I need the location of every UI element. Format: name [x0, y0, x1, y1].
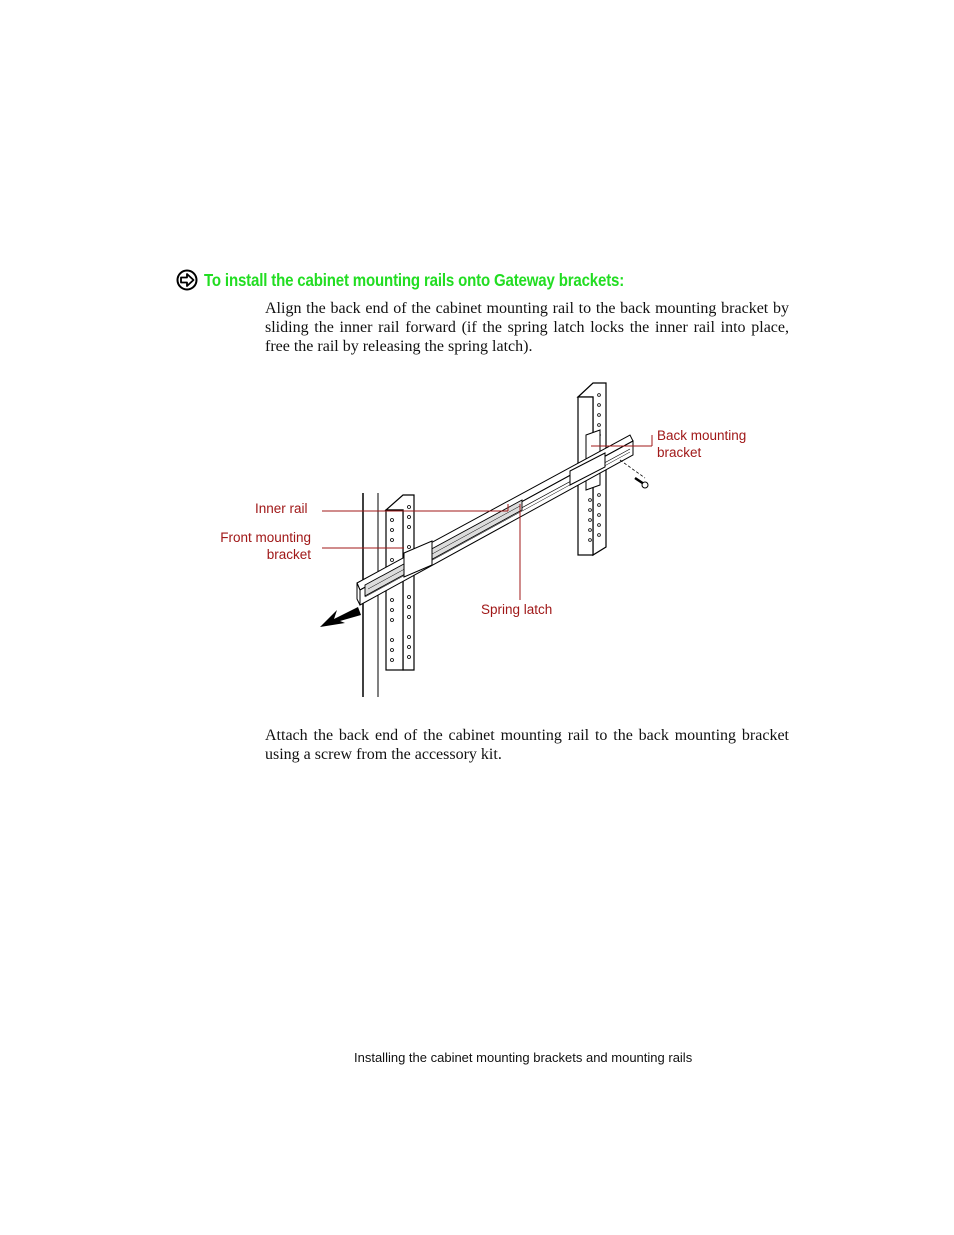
procedure-title: To install the cabinet mounting rails onto Gateway brackets: — [204, 269, 625, 290]
spring-latch-label: Spring latch — [481, 602, 553, 617]
front-mounting-bracket-label: Front mounting bracket — [220, 530, 311, 562]
procedure-heading — [176, 269, 816, 291]
page-footer: Installing the cabinet mounting brackets and mounting rails — [354, 1050, 693, 1065]
back-mounting-bracket-label: Back mounting bracket — [657, 428, 747, 460]
rail-installation-illustration — [200, 375, 780, 705]
slide-direction-arrow — [320, 607, 361, 627]
step-2-text: Attach the back end of the cabinet mounting rail to the back mounting bracket using a screw from the accessory kit. — [265, 727, 789, 763]
circled-right-arrow-icon — [176, 269, 198, 291]
screw-icon — [620, 460, 648, 488]
inner-rail-label: Inner rail — [255, 501, 308, 516]
step-1-text: Align the back end of the cabinet mounting rail to the back mounting bracket by sliding the inner rail forward (if the spring latch locks the inner rail into place, free the rail by releasing the spring latch). — [265, 300, 789, 355]
